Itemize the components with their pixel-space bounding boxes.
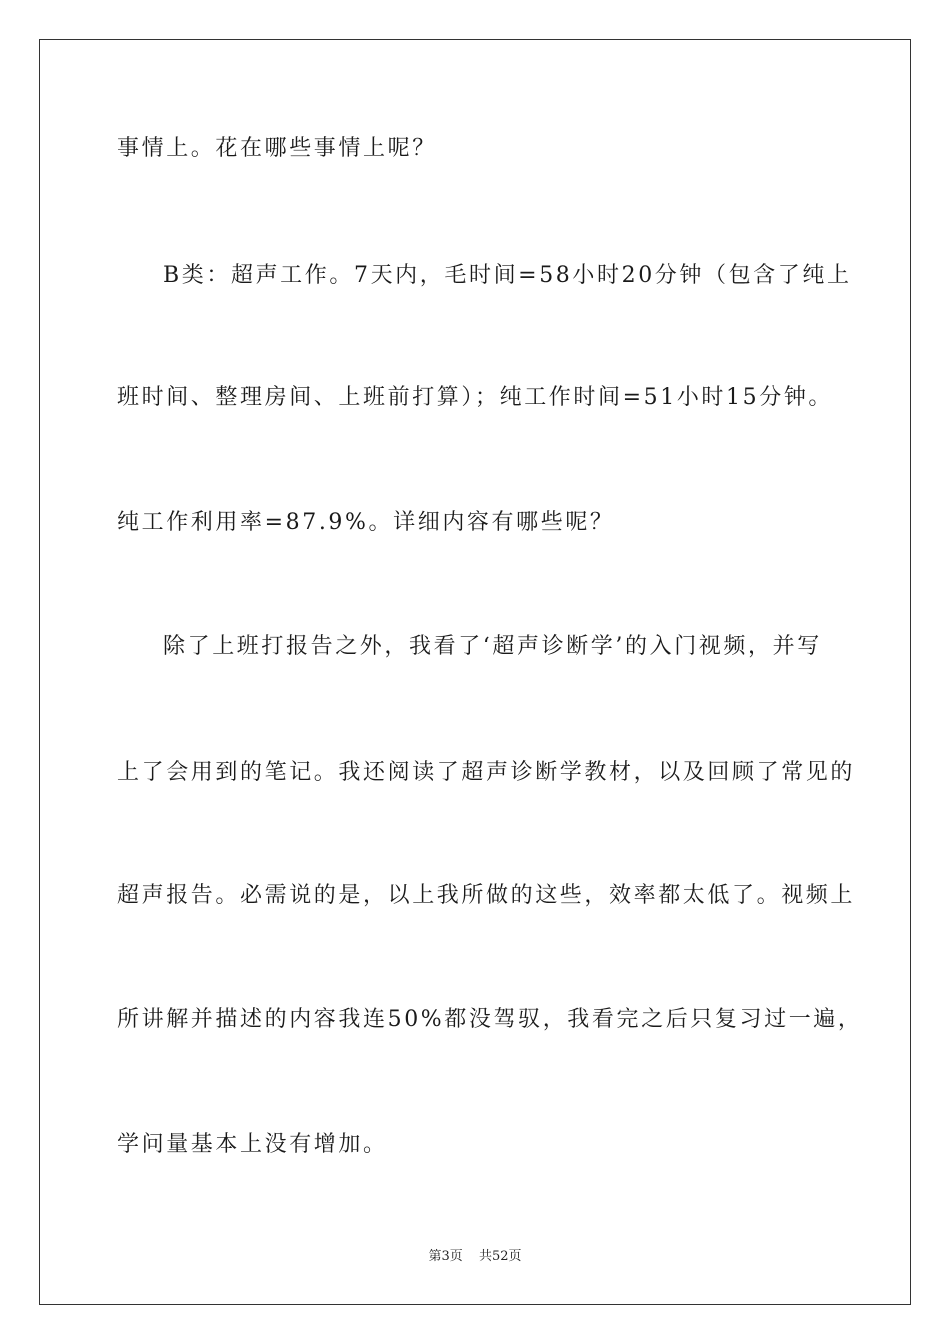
- text-line-3: 班时间、整理房间、上班前打算）；纯工作时间=51小时15分钟。: [117, 385, 834, 410]
- text-line-1: 事情上。花在哪些事情上呢？: [117, 136, 437, 161]
- text-line-6: 上了会用到的笔记。我还阅读了超声诊断学教材，以及回顾了常见的: [117, 760, 856, 785]
- page-footer: [0, 1248, 950, 1266]
- text-line-9: 学问量基本上没有增加。: [117, 1132, 388, 1157]
- page-number: 第3页: [428, 1249, 463, 1264]
- page-frame: [39, 39, 911, 1305]
- text-line-2: B类：超声工作。7天内，毛时间=58小时20分钟（包含了纯上: [163, 263, 852, 288]
- text-line-8: 所讲解并描述的内容我连50%都没驾驭，我看完之后只复习过一遍，: [117, 1007, 863, 1032]
- page-total: 共52页: [478, 1249, 522, 1264]
- text-line-5: 除了上班打报告之外，我看了‘超声诊断学’的入门视频，并写: [163, 634, 822, 659]
- text-line-4: 纯工作利用率=87.9%。详细内容有哪些呢？: [117, 510, 615, 535]
- text-line-7: 超声报告。必需说的是，以上我所做的这些，效率都太低了。视频上: [117, 883, 856, 908]
